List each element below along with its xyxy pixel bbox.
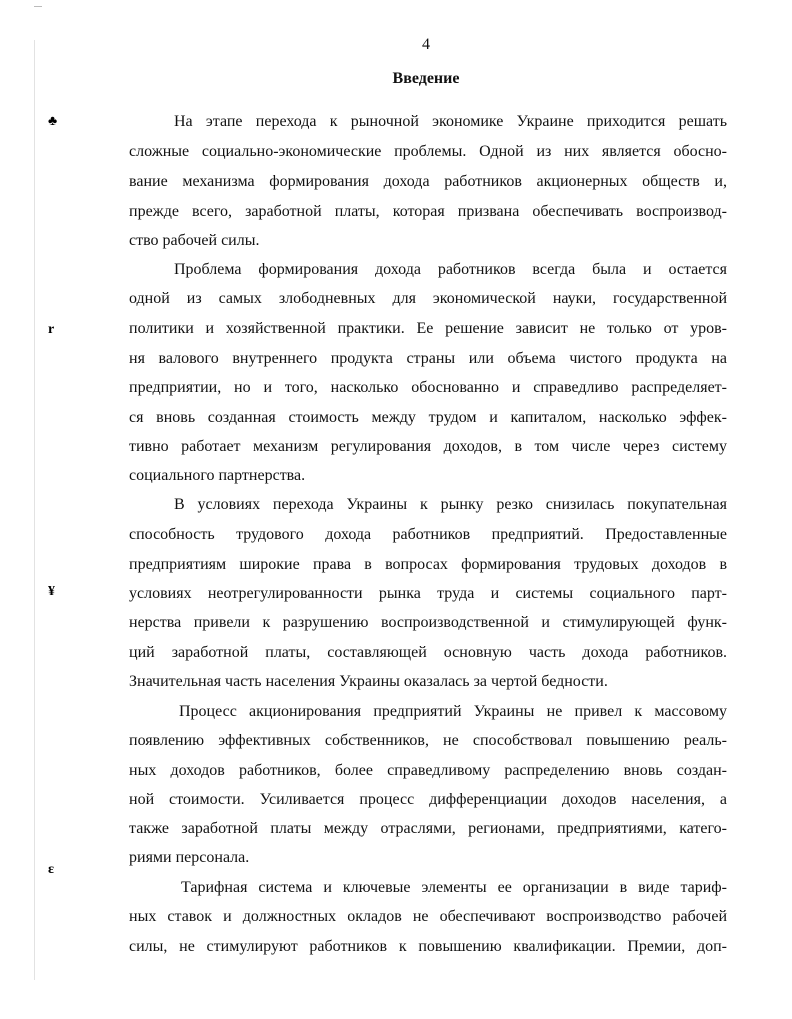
text-line: также заработной платы между отраслями, регионами, предприятиями, катего- [129, 820, 727, 837]
text-line: нерства привели к разрушению воспроизводственной и стимулирующей функ- [129, 614, 727, 631]
text-line: способность трудового дохода работников предприятий. Предоставленные [129, 526, 727, 543]
text-line: предприятиям широкие права в вопросах формирования трудовых доходов в [129, 556, 727, 573]
scan-edge-tick [34, 6, 42, 7]
text-line: ной стоимости. Усиливается процесс дифференциации доходов населения, а [129, 791, 727, 808]
text-line: тивно работает механизм регулирования доходов, в том числе через систему [129, 438, 727, 455]
text-line: сложные социально-экономические проблемы. Одной из них является обосно- [129, 143, 727, 160]
text-line: условиях неотрегулированности рынка труда и системы социального парт- [129, 585, 727, 602]
text-line: вание механизма формирования дохода работников акционерных обществ и, [129, 173, 727, 190]
text-line: Тарифная система и ключевые элементы ее организации в виде тариф- [181, 879, 727, 896]
margin-mark: ♣ [48, 114, 58, 129]
text-line: социального партнерства. [129, 467, 306, 484]
text-line: ных доходов работников, более справедливому распределению вновь создан- [129, 762, 727, 779]
margin-mark: ¥ [48, 584, 55, 599]
text-line: ство рабочей силы. [129, 232, 260, 249]
section-heading: Введение [392, 70, 460, 87]
text-line: ных ставок и должностных окладов не обеспечивают воспроизводство рабочей [129, 908, 727, 925]
text-line: одной из самых злободневных для экономической науки, государственной [129, 290, 727, 307]
text-line: Процесс акционирования предприятий Украины не привел к массовому [179, 703, 727, 720]
text-line: политики и хозяйственной практики. Ее решение зависит не только от уров- [129, 320, 727, 337]
text-line: В условиях перехода Украины к рынку резко снизилась покупательная [174, 496, 727, 513]
scan-edge-line [34, 40, 35, 980]
margin-mark: ɛ [48, 862, 54, 877]
text-line: ня валового внутреннего продукта страны или объема чистого продукта на [129, 350, 727, 367]
text-line: силы, не стимулируют работников к повышению квалификации. Премии, доп- [129, 938, 727, 955]
text-line: риями персонала. [129, 849, 250, 866]
text-line: Проблема формирования дохода работников всегда была и остается [174, 261, 727, 278]
text-line: ций заработной платы, составляющей основную часть дохода работников. [129, 644, 727, 661]
text-line: появлению эффективных собственников, не способствовал повышению реаль- [129, 732, 727, 749]
text-line: На этапе перехода к рыночной экономике Украине приходится решать [174, 113, 727, 130]
margin-mark: r [48, 322, 55, 337]
text-line: предприятии, но и того, насколько обоснованно и справедливо распределяет- [129, 379, 727, 396]
text-line: прежде всего, заработной платы, которая призвана обеспечивать воспроизвод- [129, 203, 727, 220]
text-line: Значительная часть населения Украины оказалась за чертой бедности. [129, 673, 608, 690]
text-line: ся вновь созданная стоимость между трудом и капиталом, насколько эффек- [129, 409, 727, 426]
page-number: 4 [422, 36, 430, 53]
